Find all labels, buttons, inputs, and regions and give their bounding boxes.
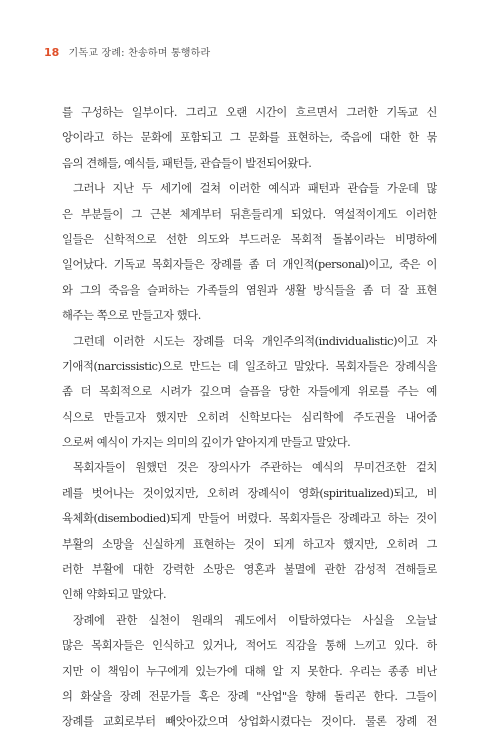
text-line: 일들은 신학적으로 선한 의도와 부드러운 목회적 돌봄이라는 비명하에 (62, 232, 437, 246)
text-line: 많은 목회자들은 인식하고 있거나, 적어도 직감을 통해 느끼고 있다. 하 (62, 639, 437, 653)
text-line: 인해 약화되고 말았다. (62, 588, 167, 602)
text-line: 목회자들이 원했던 것은 장의사가 주관하는 예식의 무미건조한 겉치 (73, 461, 437, 475)
text-line: 장례에 관한 실천이 원래의 궤도에서 이탈하였다는 사실을 오늘날 (73, 613, 437, 627)
text-line: 레를 벗어나는 것이었지만, 오히려 장례식이 영화(spiritualized)되고, 비 (62, 486, 437, 500)
running-header (44, 44, 210, 59)
text-line: 으로써 예식이 가지는 의미의 깊이가 얕아지게 만들고 말았다. (62, 436, 351, 450)
body-text (62, 100, 437, 735)
text-line: 기애적(narcissistic)으로 만드는 데 일조하고 말았다. 목회자들은 장례식을 (62, 359, 437, 373)
text-line: 와 그의 죽음을 슬퍼하는 가족들의 염원과 생활 방식들을 좀 더 잘 표현 (62, 283, 437, 297)
text-line: 지만 이 책임이 누구에게 있는가에 대해 알 지 못한다. 우리는 종종 비난 (62, 664, 437, 678)
text-line: 의 화살을 장례 전문가들 혹은 장례 "산업"을 향해 돌리곤 한다. 그들이 (62, 689, 437, 703)
paragraph-5 (62, 608, 437, 735)
text-line: 음의 견해들, 예식들, 패턴들, 관습들이 발전되어왔다. (62, 156, 312, 170)
text-line: 그런데 이러한 시도는 장례를 더욱 개인주의적(individualistic)이고 자 (73, 334, 437, 348)
paragraph-4 (62, 455, 437, 607)
text-line: 그러나 지난 두 세기에 걸쳐 이러한 예식과 패턴과 관습들 가운데 많 (73, 182, 437, 196)
text-line: 식으로 만들고자 했지만 오히려 신학보다는 심리학에 주도권을 내어줌 (62, 410, 437, 424)
text-line: 육체화(disembodied)되게 만들어 버렸다. 목회자들은 장례라고 하는 것이 (62, 512, 437, 526)
text-line: 좀 더 목회적으로 시려가 깊으며 슬픔을 당한 자들에게 위로를 주는 예 (62, 385, 437, 399)
text-line: 일어났다. 기독교 목회자들은 장례를 좀 더 개인적(personal)이고, 죽은 이 (62, 258, 437, 272)
text-line: 은 부분들이 그 근본 체계부터 뒤흔들리게 되었다. 역설적이게도 이러한 (62, 207, 437, 221)
paragraph-1 (62, 100, 437, 176)
text-line: 를 구성하는 일부이다. 그리고 오랜 시간이 흐르면서 그러한 기독교 신 (62, 106, 437, 119)
text-line: 앙이라고 하는 문화에 포함되고 그 문화를 표현하는, 죽음에 대한 한 묶 (62, 131, 437, 145)
book-title: 기독교 장례: 찬송하며 통행하라 (68, 48, 211, 59)
paragraph-3 (62, 329, 437, 456)
text-line: 러한 부활에 대한 강력한 소망은 영혼과 불멸에 관한 감성적 견해들로 (62, 563, 437, 577)
page-number: 18 (44, 46, 60, 59)
paragraph-2 (62, 176, 437, 328)
text-line: 부활의 소망을 신실하게 표현하는 것이 되게 하고자 했지만, 오히려 그 (62, 537, 437, 551)
text-line: 장례를 교회로부터 빼앗아갔으며 상업화시켰다는 것이다. 물론 장례 전 (62, 715, 437, 729)
text-line: 해주는 쪽으로 만들고자 했다. (62, 309, 201, 323)
